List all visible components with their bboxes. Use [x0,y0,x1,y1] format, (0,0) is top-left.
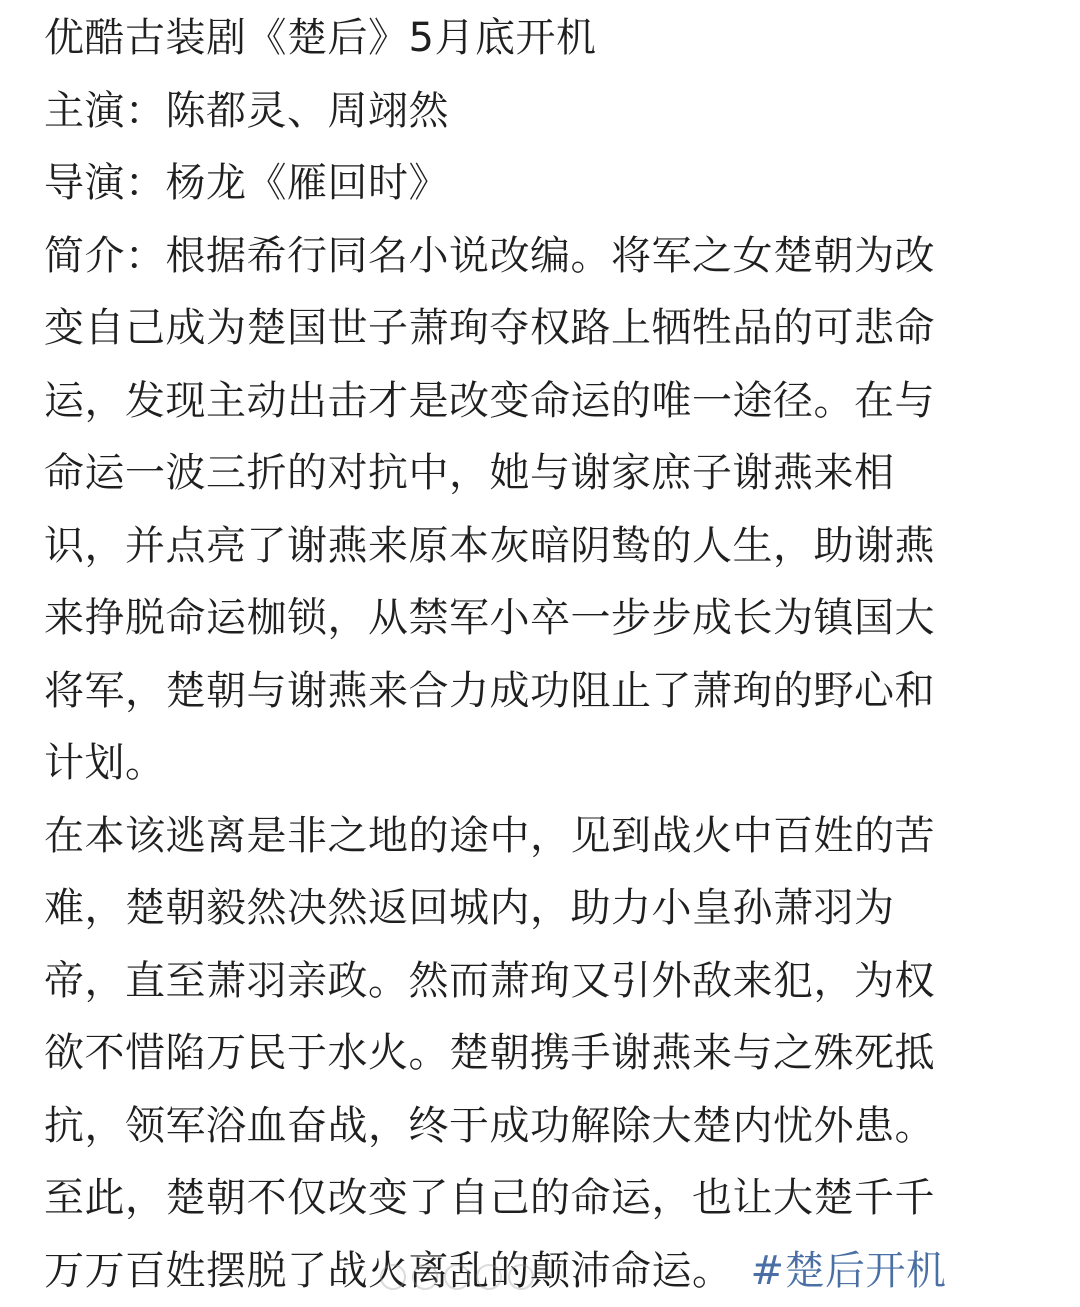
story-last-text: 万万百姓摆脱了战火离乱的颠沛命运。 [44,1247,733,1294]
story-line: 难，楚朝毅然决然返回城内，助力小皇孙萧羽为 [44,885,895,931]
story-line: 欲不惜陷万民于水火。楚朝携手谢燕来与之殊死抵 [44,1030,935,1076]
cast-line: 主演：陈都灵、周翊然 [44,87,449,134]
synopsis-line: 将军，楚朝与谢燕来合力成功阻止了萧珣的野心和 [44,667,935,714]
story-line: 在本该逃离是非之地的途中，见到战火中百姓的苦 [44,812,935,859]
story-line: 帝，直至萧羽亲政。然而萧珣又引外敌来犯，为权 [44,957,935,1004]
synopsis-line: 变自己成为楚国世子萧珣夺权路上牺牲品的可悲命 [44,305,935,351]
director-line: 导演：杨龙《雁回时》 [44,160,449,206]
synopsis-line: 识，并点亮了谢燕来原本灰暗阴鸷的人生，助谢燕 [44,522,935,569]
synopsis-line: 简介：根据希行同名小说改编。将军之女楚朝为改 [44,232,935,279]
story-line: 抗，领军浴血奋战，终于成功解除大楚内忧外患。 [44,1102,935,1149]
synopsis-line: 来挣脱命运枷锁，从禁军小卒一步步成长为镇国大 [44,595,935,641]
post-title-line: 优酷古装剧《楚后》5月底开机 [44,15,597,61]
post-body [44,0,1034,1305]
story-line: 至此，楚朝不仅改变了自己的命运，也让大楚千千 [44,1175,935,1221]
synopsis-line: 运，发现主动出击才是改变命运的唯一途径。在与 [44,377,935,424]
synopsis-line: 命运一波三折的对抗中，她与谢家庶子谢燕来相 [44,450,895,496]
story-last-line [44,1233,1034,1306]
synopsis-line: 计划。 [44,740,166,786]
hashtag-link[interactable]: #楚后开机 [750,1247,947,1294]
